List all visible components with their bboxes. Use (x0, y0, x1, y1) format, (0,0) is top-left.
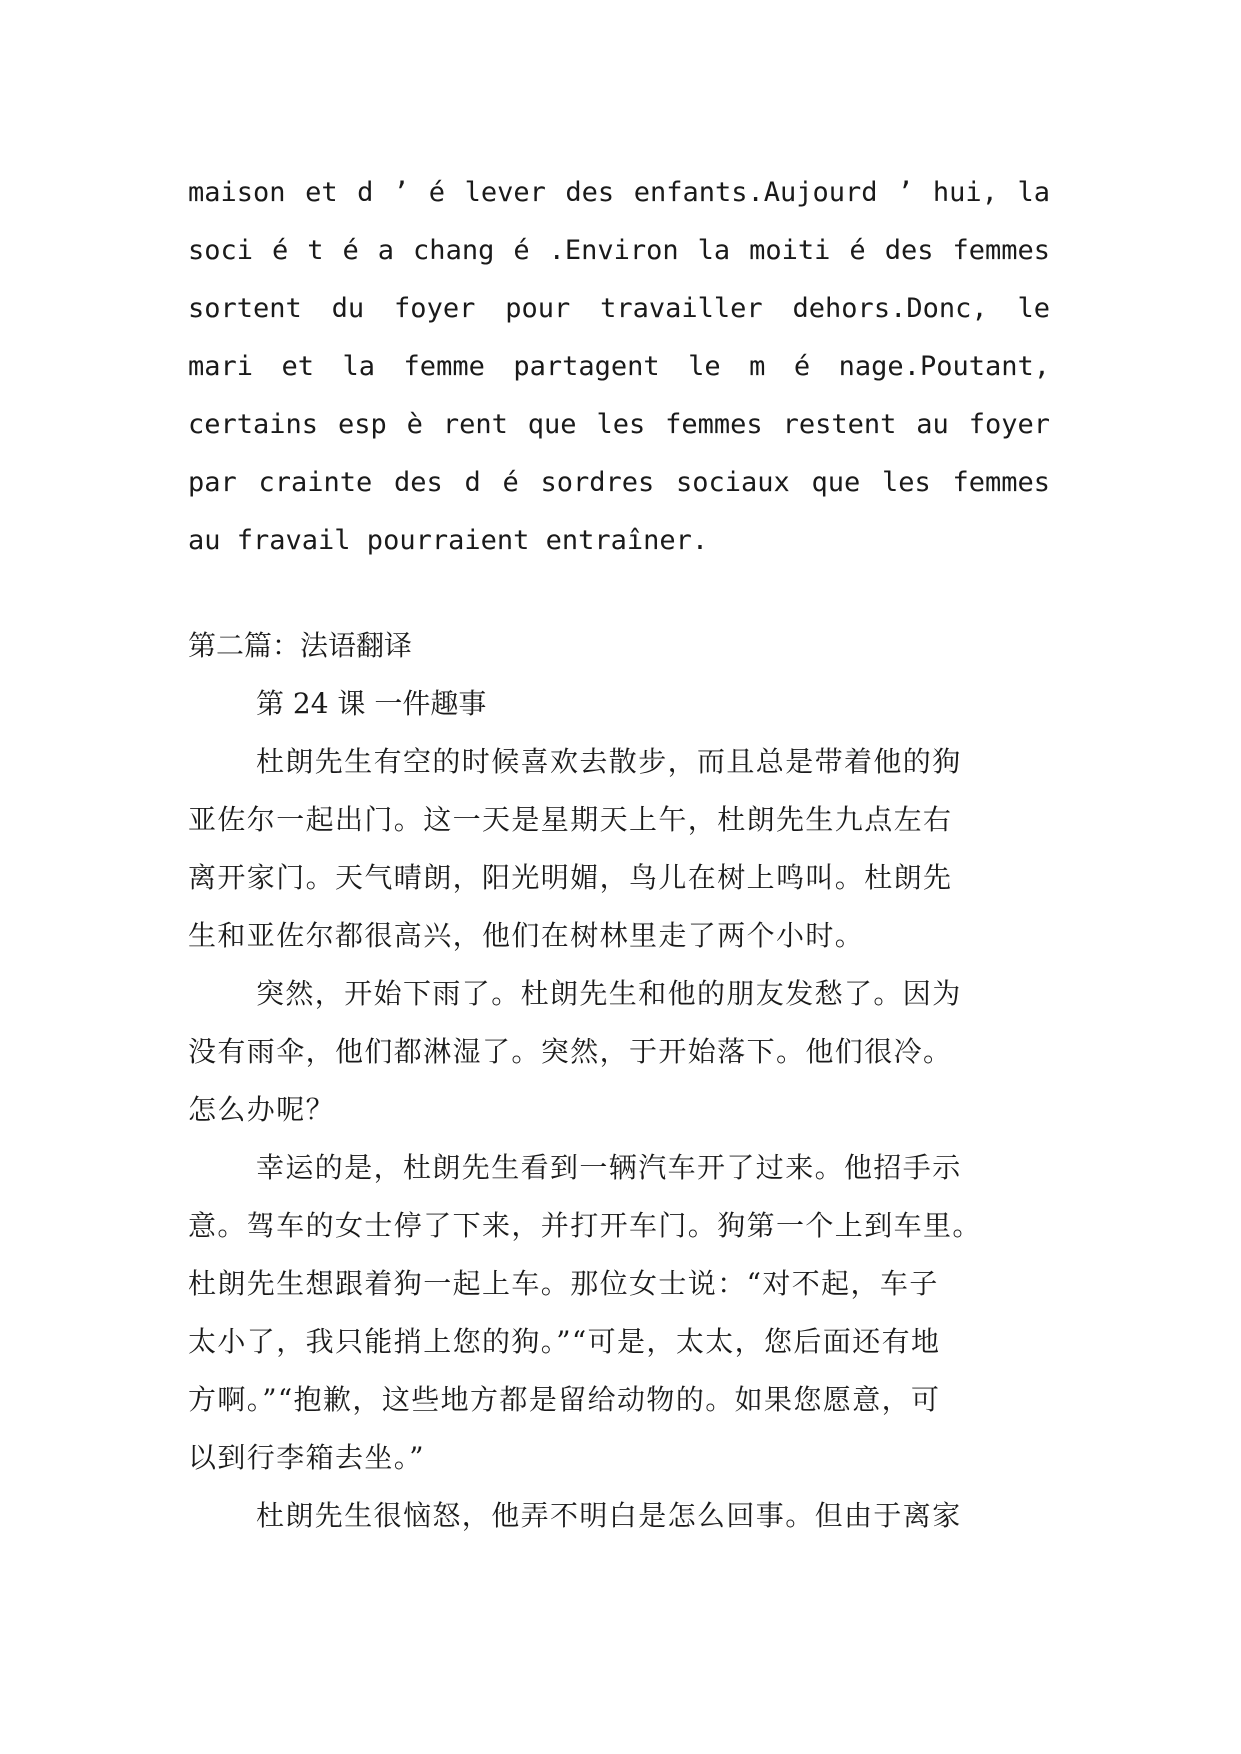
paragraph-line: 怎么办呢？ (188, 1093, 336, 1126)
paragraph-line: 杜朗先生有空的时候喜欢去散步，而且总是带着他的狗 (256, 745, 962, 778)
french-line: au fravail pourraient entraîner. (188, 525, 709, 556)
paragraph-line: 杜朗先生想跟着狗一起上车。那位女士说：“对不起，车子 (188, 1267, 939, 1300)
paragraph-line: 幸运的是，杜朗先生看到一辆汽车开了过来。他招手示 (256, 1151, 962, 1184)
chinese-section (188, 617, 1068, 1545)
french-line: mari et la femme partagent le m é nage.Poutant, (188, 351, 1050, 382)
paragraph-line: 生和亚佐尔都很高兴，他们在树林里走了两个小时。 (188, 919, 865, 952)
paragraph-line: 亚佐尔一起出门。这一天是星期天上午，杜朗先生九点左右 (188, 803, 953, 836)
french-line: par crainte des d é sordres sociaux que les femmes (188, 467, 1050, 498)
french-paragraph (188, 164, 1050, 570)
paragraph-line: 杜朗先生很恼怒，他弄不明白是怎么回事。但由于离家 (256, 1499, 962, 1532)
paragraph-1 (188, 733, 1068, 965)
paragraph-line: 以到行李箱去坐。” (188, 1441, 425, 1474)
french-line: certains esp è rent que les femmes restent au foyer (188, 409, 1050, 440)
section-heading: 第二篇：法语翻译 (188, 629, 413, 662)
paragraph-2 (188, 965, 1068, 1139)
french-line: sortent du foyer pour travailler dehors.Donc, le (188, 293, 1050, 324)
paragraph-line: 离开家门。天气晴朗，阳光明媚，鸟儿在树上鸣叫。杜朗先 (188, 861, 953, 894)
french-line: maison et d ’ é lever des enfants.Aujourd ’ hui, la (188, 177, 1050, 208)
paragraph-line: 太小了，我只能捎上您的狗。”“可是，太太，您后面还有地 (188, 1325, 941, 1358)
french-line: soci é t é a chang é .Environ la moiti é des femmes (188, 235, 1050, 266)
paragraph-3 (188, 1139, 1068, 1487)
lesson-title: 第 24 课 一件趣事 (256, 687, 487, 720)
paragraph-line: 没有雨伞，他们都淋湿了。突然，于开始落下。他们很冷。 (188, 1035, 953, 1068)
paragraph-4 (188, 1487, 1068, 1545)
paragraph-line: 意。驾车的女士停了下来，并打开车门。狗第一个上到车里。 (188, 1209, 982, 1242)
paragraph-line: 突然，开始下雨了。杜朗先生和他的朋友发愁了。因为 (256, 977, 962, 1010)
paragraph-line: 方啊。”“抱歉，这些地方都是留给动物的。如果您愿意，可 (188, 1383, 941, 1416)
